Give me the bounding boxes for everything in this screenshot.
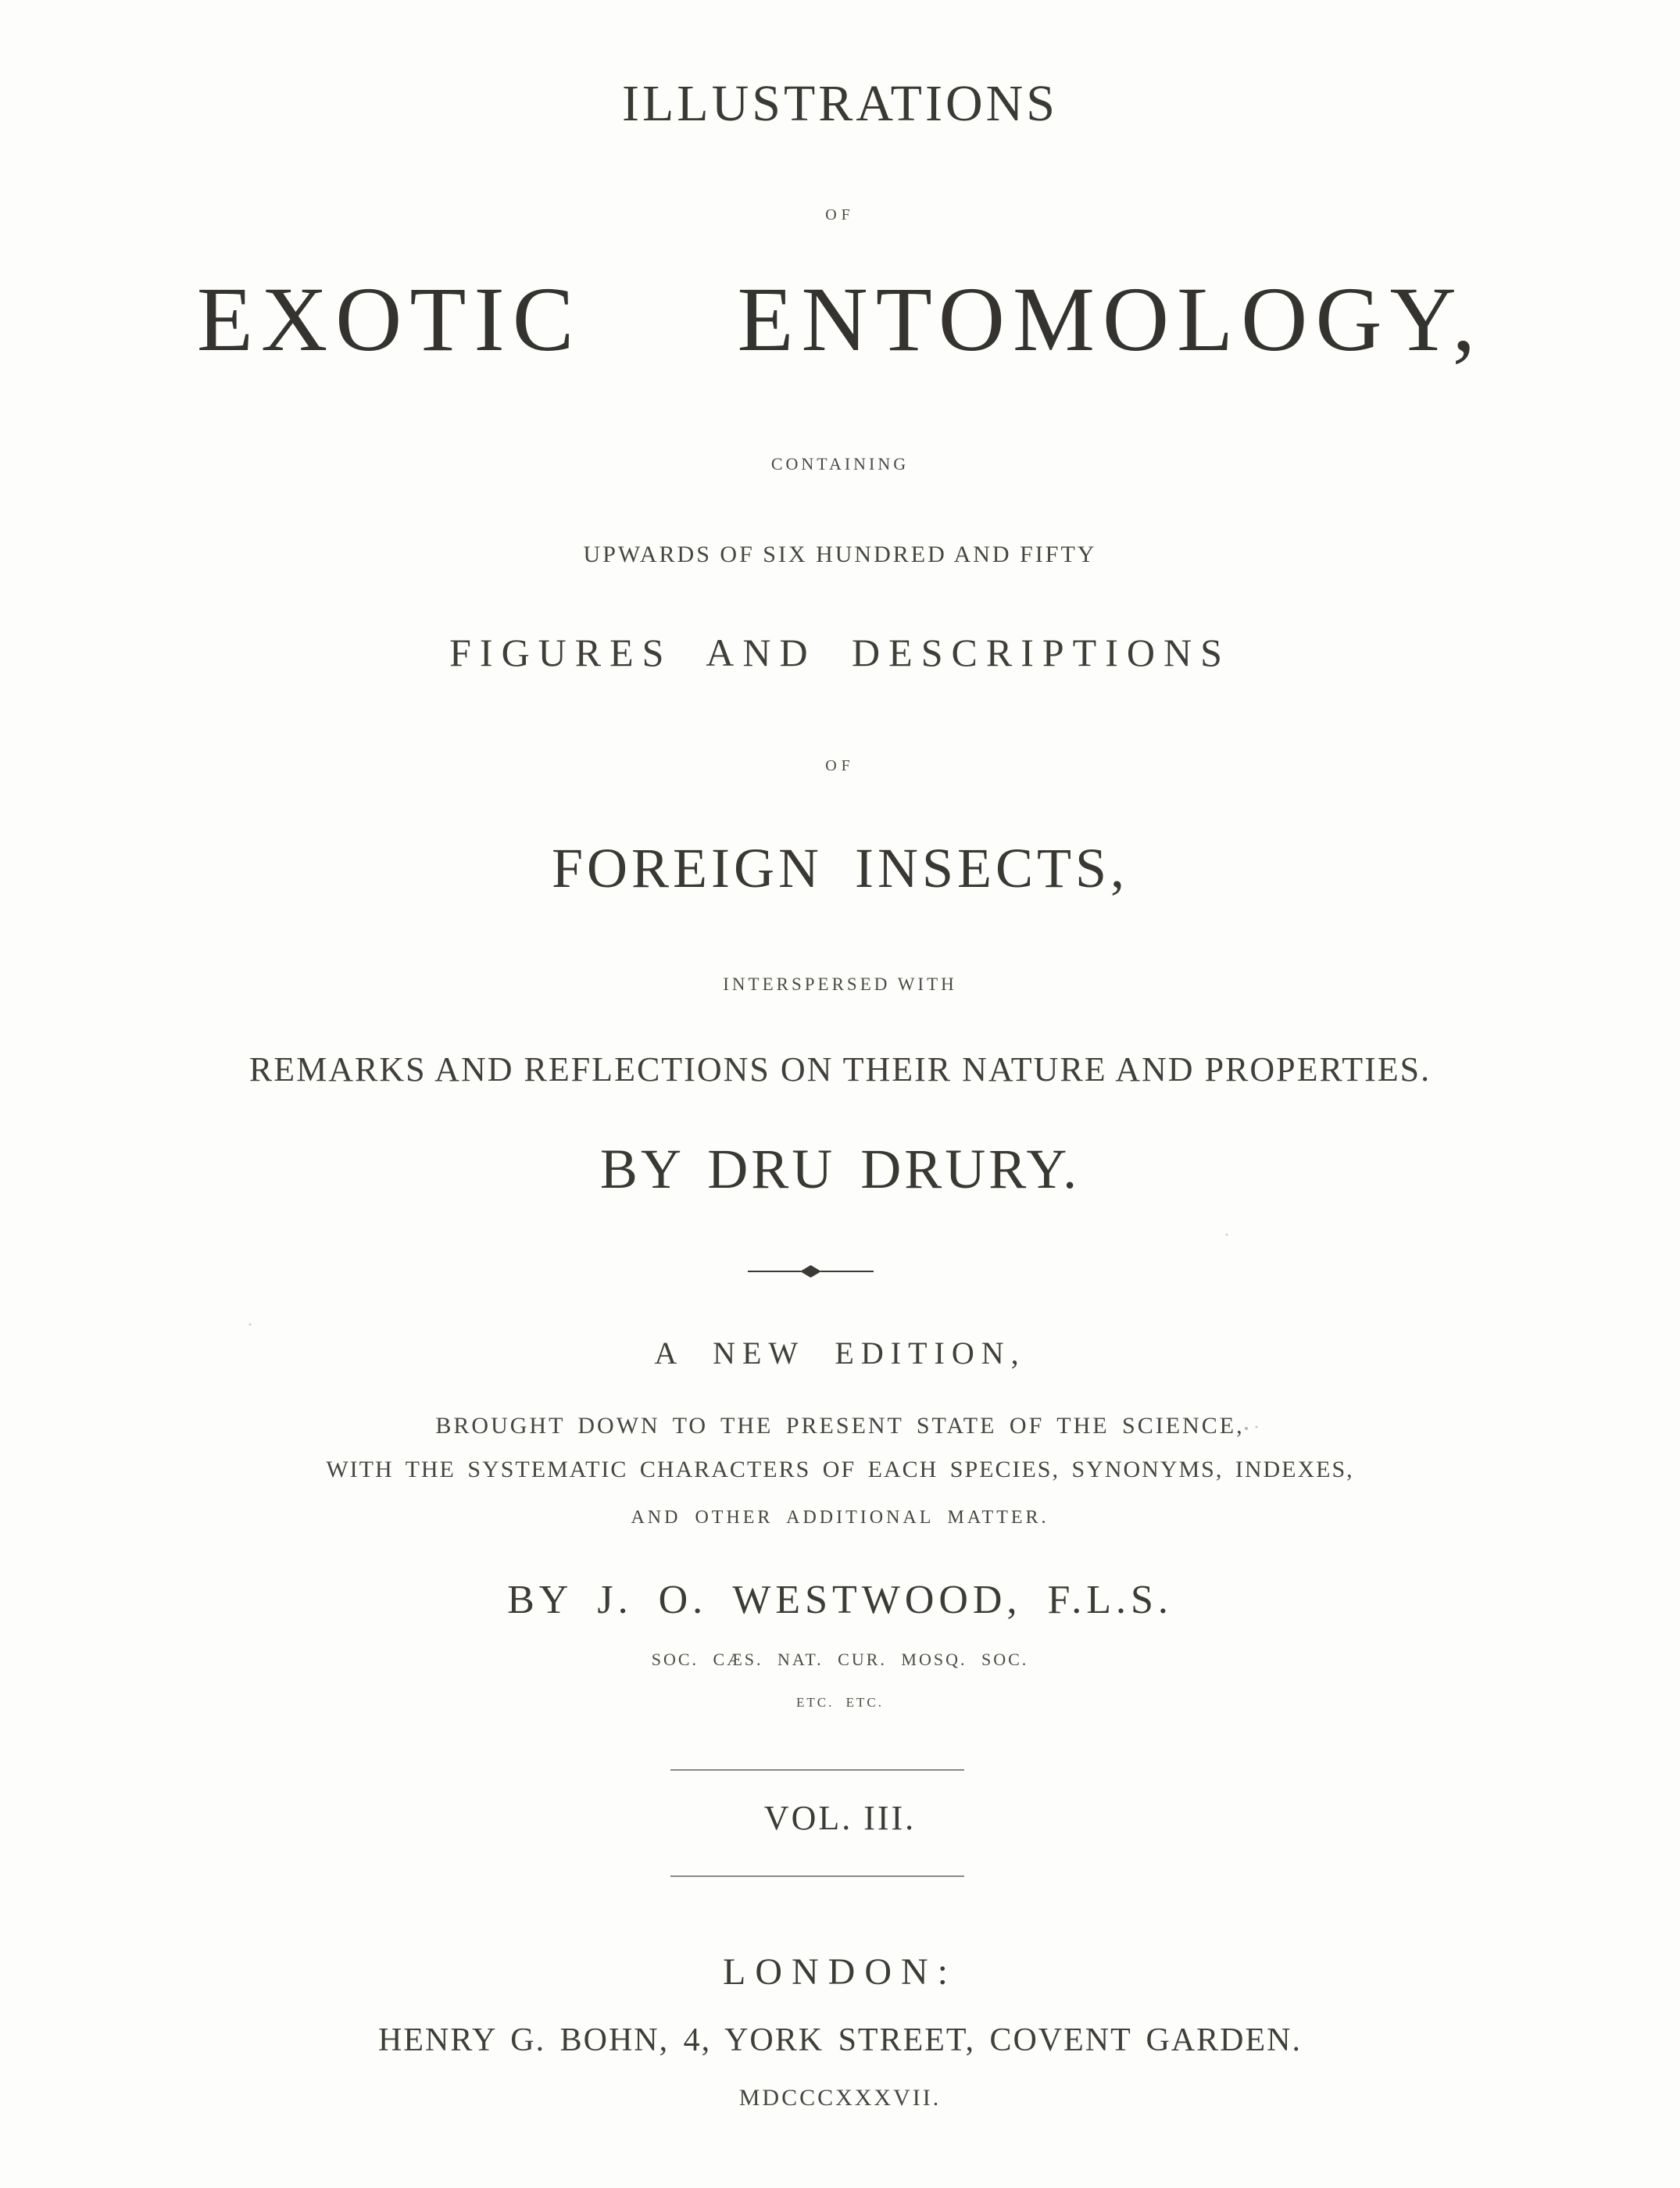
connector-of-1: OF	[825, 206, 855, 223]
connector-containing: CONTAINING	[770, 454, 910, 474]
volume-rule-top	[670, 1769, 964, 1771]
editor-line: BY J. O. WESTWOOD, F.L.S.	[507, 1578, 1173, 1622]
title-line-illustrations: ILLUSTRATIONS	[622, 75, 1058, 132]
imprint-year: MDCCCXXXVII.	[738, 2085, 942, 2111]
line-systematic-characters: WITH THE SYSTEMATIC CHARACTERS OF EACH SPECIES, SYNONYMS, INDEXES,	[326, 1457, 1354, 1482]
line-figures-and-descriptions: FIGURES AND DESCRIPTIONS	[449, 631, 1231, 674]
new-edition-line: A NEW EDITION,	[654, 1335, 1026, 1371]
imprint-publisher: HENRY G. BOHN, 4, YORK STREET, COVENT GARDEN.	[378, 2022, 1302, 2058]
imprint-city: LONDON:	[723, 1951, 957, 1993]
line-upwards-of-six-hundred: UPWARDS OF SIX HUNDRED AND FIFTY	[583, 542, 1097, 567]
line-other-additional-matter: AND OTHER ADDITIONAL MATTER.	[631, 1507, 1049, 1528]
diamond-rule-ornament-icon	[746, 1260, 875, 1283]
connector-of-2: OF	[825, 757, 855, 774]
volume-rule-bottom	[670, 1875, 964, 1877]
author-line: BY DRU DRURY.	[599, 1138, 1081, 1200]
line-brought-down: BROUGHT DOWN TO THE PRESENT STATE OF THE SCIENCE,	[435, 1413, 1245, 1439]
editor-societies: SOC. CÆS. NAT. CUR. MOSQ. SOC.	[651, 1650, 1029, 1669]
line-foreign-insects: FOREIGN INSECTS,	[551, 837, 1129, 899]
main-title-exotic-entomology: EXOTIC ENTOMOLOGY,	[196, 268, 1484, 370]
volume-number: VOL. III.	[763, 1799, 917, 1837]
connector-interspersed-with: INTERSPERSED WITH	[723, 974, 957, 994]
line-remarks-and-reflections: REMARKS AND REFLECTIONS ON THEIR NATURE AND PROPERTIES.	[248, 1050, 1432, 1089]
editor-etc: ETC. ETC.	[796, 1695, 884, 1710]
